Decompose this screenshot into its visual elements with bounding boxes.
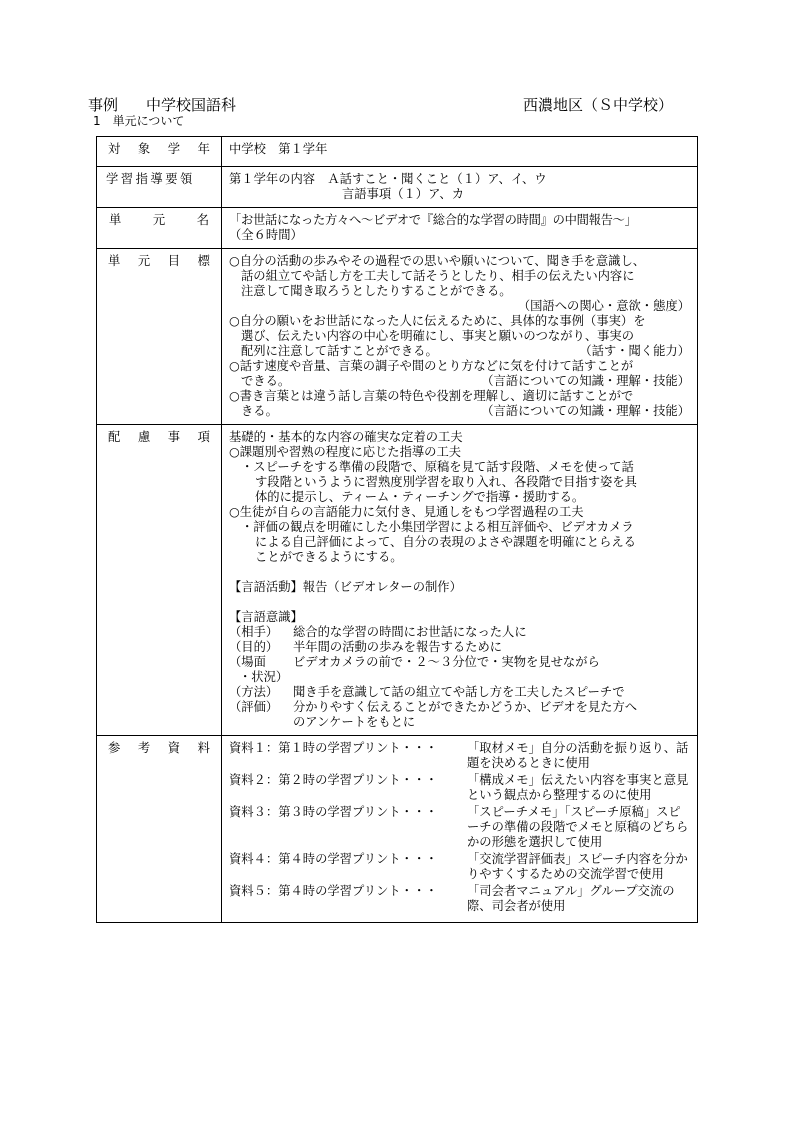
awareness-value: 分かりやすく伝えることができたかどうか、ビデオを見た方へ [293,700,638,714]
awareness-key: （場面 [229,655,266,669]
reference-key: 資料４：第４時の学習プリント・・・ [229,852,438,866]
consideration-line: す段階というように習熟度別学習を取り入れ、各段階で目指す姿を具 [255,475,637,489]
row-goals [97,249,698,425]
guideline-line: 言語事項（１）ア、カ [342,187,464,201]
label-char: 慮 [137,430,151,444]
goal-tag: （国語への関心・意欲・態度） [517,299,690,313]
awareness-value: 半年間の活動の歩みを報告するために [293,640,503,654]
awareness-key: （評価） [229,700,279,714]
value-considerations [222,425,698,736]
awareness-key: （相手） [229,625,279,639]
value-grade: 中学校 第１学年 [222,137,698,167]
label-char: 対 [108,142,121,156]
language-awareness-heading: 【言語意識】 [229,610,303,624]
goal-line: 配列に注意して話すことができる。 [241,344,438,358]
value-unit-name [222,208,698,249]
consideration-line: 基礎的・基本的な内容の確実な定着の工夫 [229,430,463,444]
row-considerations [97,425,698,736]
goal-line: ○自分の願いをお世話になった人に伝えるために、具体的な事例（事実）を [229,314,646,328]
label-char: 配 [108,430,121,444]
awareness-item [229,700,690,715]
consideration-line: ・評価の観点を明確にした小集団学習による相互評価や、ビデオカメラ [241,520,634,534]
label-char: 考 [137,741,151,755]
label-char: 元 [137,254,151,268]
unit-table [96,136,698,923]
label-char: 参 [108,741,121,755]
awareness-value: 総合的な学習の時間にお世話になった人に [293,625,527,639]
awareness-item [229,685,690,700]
consideration-line: ○課題別や習熟の程度に応じた指導の工夫 [229,445,462,459]
unit-name-line: （全６時間） [229,228,303,242]
school-name: 西濃地区（Ｓ中学校） [523,96,674,114]
reference-value: 「構成メモ」伝えたい内容を事実と意見という観点から整理するのに使用 [467,773,689,802]
awareness-key: （目的） [229,640,279,654]
awareness-key: （方法） [229,685,279,699]
label-char: 項 [197,430,210,444]
value-references [222,736,698,923]
reference-value: 「スピーチメモ」「スピーチ原稿」スピーチの準備の段階でメモと原稿のどちらかの形態を選択して使用 [467,805,689,849]
label-goals [97,249,222,425]
awareness-item [229,655,690,670]
title-subject: 中学校国語科 [146,96,237,114]
goal-tag: （言語についての知識・理解・技能） [481,404,690,418]
consideration-line: 体的に提示し、ティーム・ティーチングで指導・援助する。 [255,490,585,504]
label-char: 名 [196,213,209,227]
consideration-line: ・スピーチをする準備の段階で、原稿を見て話す段階、メモを使って話 [241,460,634,474]
label-unit-name [97,208,222,249]
goal-line: 選び、伝えたい内容の中心を明確にし、事実と願いのつながり、事実の [241,329,635,343]
goal-line: 話の組立てや話し方を工夫して話そうとしたり、相手の伝えたい内容に [241,269,635,283]
reference-item [229,773,690,803]
goal-line: ○書き言葉とは違う話し言葉の特色や役割を理解し、適切に話すことがで [229,389,634,403]
row-grade [97,137,698,167]
reference-key: 資料３：第３時の学習プリント・・・ [229,805,438,819]
guideline-line: 第１学年の内容 Ａ話すこと・聞くこと（１）ア、イ、ウ [229,172,547,186]
row-guideline [97,167,698,208]
reference-key: 資料５：第４時の学習プリント・・・ [229,884,438,898]
reference-item [229,852,690,882]
label-text: 学習指導要領 [106,172,195,186]
label-char: 目 [167,254,181,268]
awareness-tail: のアンケートをもとに [293,715,416,729]
label-char: 資 [167,741,181,755]
label-char: 単 [109,213,122,227]
reference-value: 「取材メモ」自分の活動を振り返り、話題を決めるときに使用 [467,741,689,770]
label-char: 単 [108,254,121,268]
goal-tag: （話す・聞く能力） [579,344,690,358]
label-char: 標 [197,254,210,268]
label-char: 年 [197,142,210,156]
awareness-value: ビデオカメラの前で・２～３分位で・実物を見せながら [293,655,600,669]
label-char: 学 [167,142,181,156]
goal-line: ○自分の活動の歩みやその過程での思いや願いについて、聞き手を意識し、 [229,254,646,268]
reference-key: 資料１：第１時の学習プリント・・・ [229,741,438,755]
reference-item [229,741,690,771]
reference-item [229,805,690,850]
goal-line: きる。 [241,404,278,418]
label-considerations [97,425,222,736]
unit-name-line: 「お世話になった方々へ～ビデオで『総合的な学習の時間』の中間報告～」 [229,213,637,227]
label-char: 事 [167,430,181,444]
title-case: 事例 [88,96,119,114]
awareness-value: 聞き手を意識して話の組立てや話し方を工夫したスピーチで [293,685,625,699]
reference-value: 「司会者マニュアル」グループ交流の際、司会者が使用 [467,884,675,913]
awareness-status: ・状況） [239,670,289,684]
consideration-line: ○生徒が自らの言語能力に気付き、見通しをもつ学習過程の工夫 [229,505,584,519]
awareness-item [229,640,690,655]
label-char: 元 [152,213,166,227]
value-goals [222,249,698,425]
section-heading: 1 単元について [93,114,185,128]
consideration-line: による自己評価によって、自分の表現のよさや課題を明確にとらえる [255,535,636,549]
goal-line: ○話す速度や音量、言葉の調子や間のとり方などに気を付けて話すことが [229,359,634,373]
value-guideline [222,167,698,208]
label-char: 象 [137,142,151,156]
row-unit-name [97,208,698,249]
label-references [97,736,222,923]
goal-line: 注意して聞き取ろうとしたりすることができる。 [241,284,512,298]
label-char: 料 [197,741,210,755]
language-activity: 【言語活動】報告（ビデオレターの制作） [229,580,462,594]
consideration-line: ことができるようにする。 [255,550,403,564]
row-references [97,736,698,923]
awareness-item [229,625,690,640]
reference-key: 資料２：第２時の学習プリント・・・ [229,773,438,787]
label-guideline [97,167,222,208]
goal-tag: （言語についての知識・理解・技能） [481,374,690,388]
reference-value: 「交流学習評価表」スピーチ内容を分かりやすくするための交流学習で使用 [467,852,688,881]
goal-line: できる。 [241,374,291,388]
label-grade [97,137,222,167]
reference-item [229,884,690,914]
